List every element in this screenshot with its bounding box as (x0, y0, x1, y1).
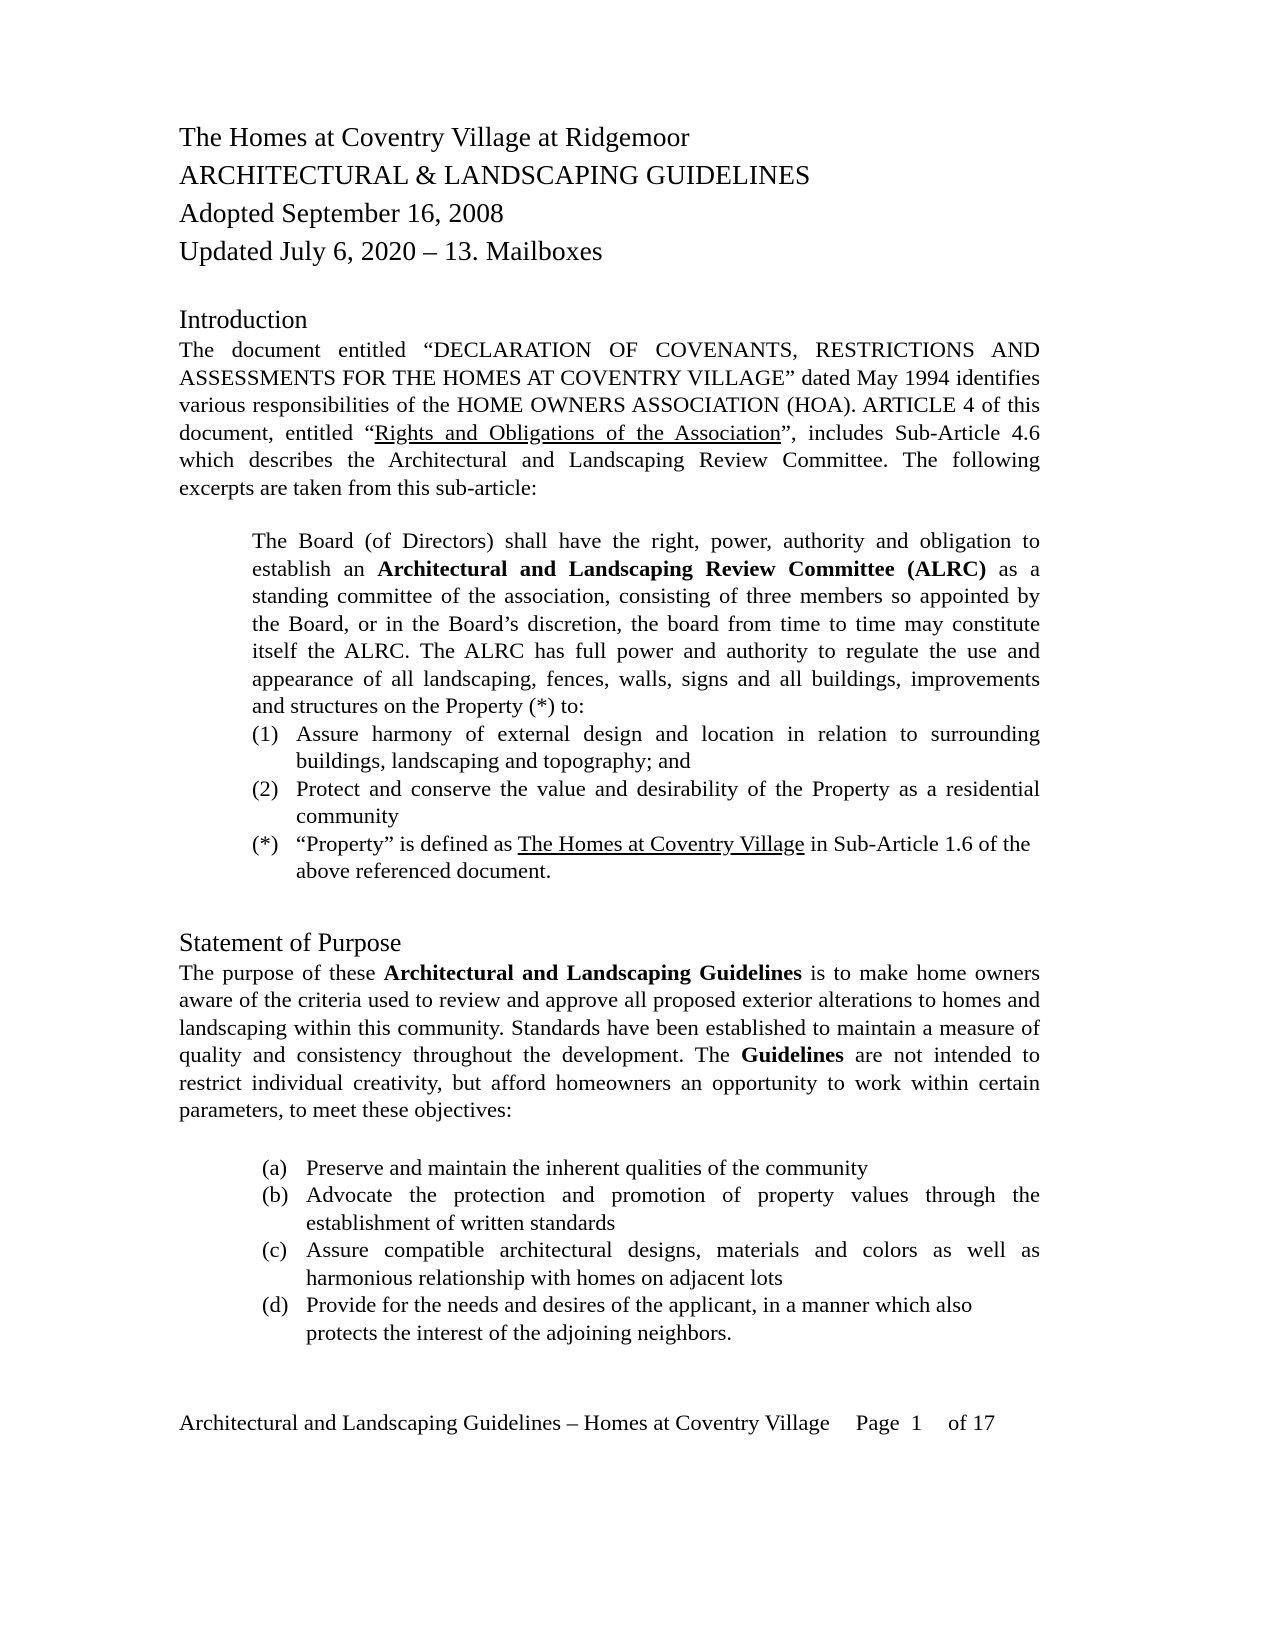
list-item-text: Preserve and maintain the inherent qualities of the community (306, 1154, 869, 1180)
footer-page-total: 17 (972, 1410, 996, 1435)
heading-statement-of-purpose: Statement of Purpose (179, 927, 402, 957)
list-item-footnote (252, 830, 1040, 885)
footnote-text (296, 830, 1040, 885)
list-marker: (d) (262, 1292, 289, 1317)
list-marker: (2) (252, 775, 279, 801)
list-item (262, 1291, 1040, 1346)
intro-text-part1: The document entitled “DECLARATION OF COVENANTS, RESTRICTIONS AND ASSESSMENTS FOR THE HOMES AT COVENTRY VILLAGE” dated May 1994 identifies various responsibilities of the HOME OWNERS ASSOCIATION (HOA). ARTICLE 4 of this document, entitled “ (179, 337, 1040, 445)
document-title-block (179, 118, 1040, 270)
blockquote-paragraph (252, 527, 1040, 720)
list-item-text: Assure harmony of external design and location in relation to surrounding buildings, landscaping and topography; and (296, 720, 1040, 773)
objectives-list (262, 1154, 1040, 1347)
list-item (262, 1181, 1040, 1236)
purpose-text-part1: The purpose of these (179, 959, 384, 985)
list-item-text: Provide for the needs and desires of the applicant, in a manner which also protects the interest of the adjoining neighbors. (306, 1292, 973, 1345)
footnote-part1: “Property” is defined as (296, 830, 518, 856)
list-marker: (c) (262, 1237, 288, 1262)
blockquote-numbered-list (252, 720, 1040, 885)
list-marker: (1) (252, 720, 279, 746)
footer-page-number: 1 (910, 1410, 922, 1435)
purpose-paragraph (179, 959, 1040, 1124)
purpose-bold-guidelines-full: Architectural and Landscaping Guidelines (383, 959, 803, 985)
title-line-community: The Homes at Coventry Village at Ridgemoor (179, 121, 690, 152)
footer-of-label: of (947, 1410, 967, 1435)
title-line-updated: Updated July 6, 2020 – 13. Mailboxes (179, 235, 603, 266)
list-item (252, 720, 1040, 775)
purpose-text-part2: is to make home owners aware of the criteria used to review and approve all proposed exterior alterations to homes and landscaping within this community. Standards have been established to maintain a measure of quality and consistency throughout the development. The (179, 959, 1041, 1067)
list-marker: (a) (262, 1154, 288, 1180)
footnote-underlined-property: The Homes at Coventry Village (517, 830, 805, 856)
purpose-bold-guidelines: Guidelines (741, 1042, 844, 1067)
section-introduction (179, 304, 1040, 885)
quote-text-part1: The Board (of Directors) shall have the right, power, authority and obligation to establish an (252, 528, 1040, 581)
purpose-text-part3: are not intended to restrict individual creativity, but afford homeowners an opportunity to work within certain parameters, to meet these objectives: (179, 1042, 1040, 1122)
heading-introduction: Introduction (179, 305, 308, 334)
list-item-text: Advocate the protection and promotion of property values through the establishment of written standards (306, 1182, 1040, 1235)
footnote-marker: (*) (252, 830, 279, 856)
intro-text-part2: ”, includes Sub-Article 4.6 which describes the Architectural and Landscaping Review Committee. The following excerpts are taken from this sub-article: (179, 419, 1041, 500)
intro-underlined-article-title: Rights and Obligations of the Association (374, 419, 781, 445)
list-item-text: Protect and conserve the value and desirability of the Property as a residential community (296, 775, 1040, 828)
quote-bold-alrc: Architectural and Landscaping Review Committee (ALRC) (377, 555, 987, 581)
title-line-guidelines: ARCHITECTURAL & LANDSCAPING GUIDELINES (179, 159, 811, 190)
page-footer (179, 1408, 1041, 1438)
footnote-part2: in Sub-Article 1.6 of the above referenced document. (296, 830, 1031, 883)
introduction-paragraph (179, 336, 1040, 501)
title-line-adopted: Adopted September 16, 2008 (179, 197, 504, 228)
list-item-text: Assure compatible architectural designs, materials and colors as well as harmonious relationship with homes on adjacent lots (306, 1237, 1040, 1290)
list-marker: (b) (262, 1182, 289, 1207)
quote-text-part2: as a standing committee of the association, consisting of three members so appointed by the Board, or in the Board’s discretion, the board from time to time may constitute itself the ALRC. The ALRC has full power and authority to regulate the use and appearance of all landscaping, fences, walls, signs and all buildings, improvements and structures on the Property (*) to: (252, 555, 1040, 718)
list-item (262, 1236, 1040, 1291)
list-item (252, 775, 1040, 830)
footer-page-label: Page (855, 1410, 900, 1435)
footer-document-title: Architectural and Landscaping Guidelines – Homes at Coventry Village (179, 1410, 830, 1435)
section-statement-of-purpose (179, 927, 1040, 1347)
introduction-blockquote (252, 527, 1040, 885)
list-item (262, 1154, 1040, 1182)
